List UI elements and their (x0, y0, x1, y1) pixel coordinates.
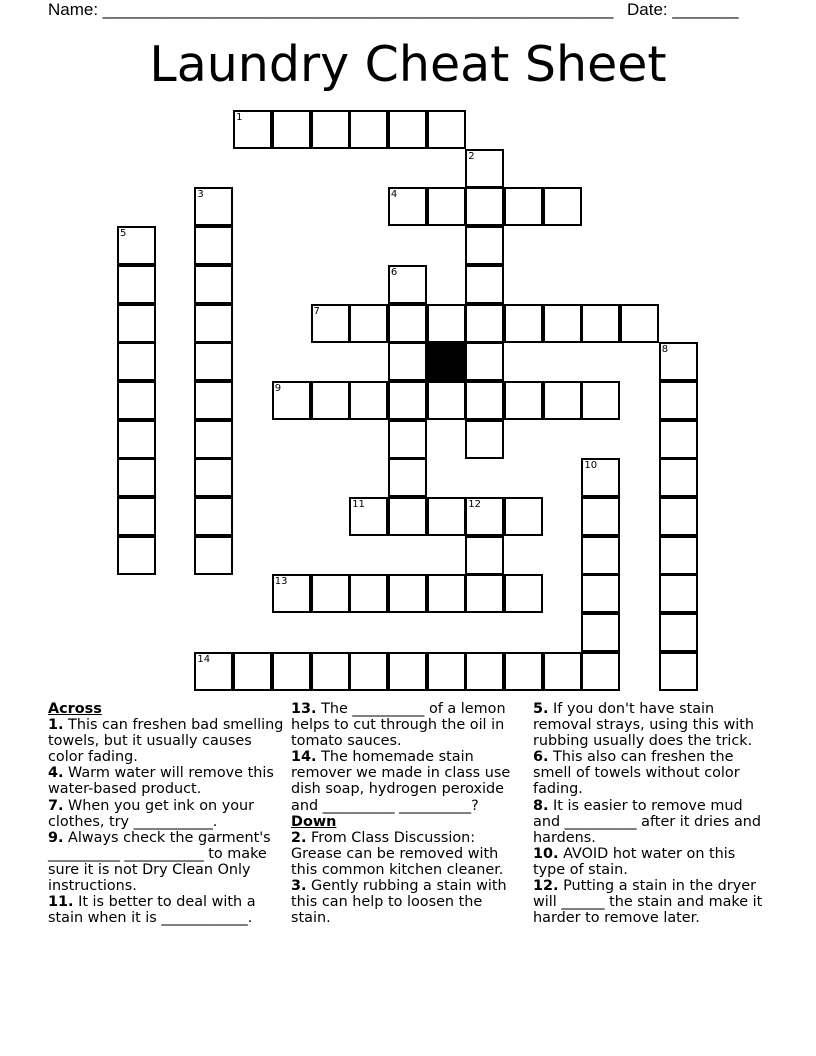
grid-cell[interactable] (272, 652, 311, 691)
grid-cell[interactable] (388, 458, 427, 497)
grid-cell[interactable] (427, 304, 466, 343)
grid-cell[interactable] (543, 304, 582, 343)
grid-cell[interactable] (581, 652, 620, 691)
grid-cell[interactable] (311, 574, 350, 613)
grid-cell[interactable] (194, 458, 233, 497)
clues-column-1 (48, 701, 284, 926)
grid-cell[interactable] (194, 381, 233, 420)
clue-across-1: 1. This can freshen bad smelling towels, but it usually causes color fading. (48, 717, 284, 766)
down-heading: Down (291, 813, 337, 830)
clue-number-1: 1 (236, 112, 243, 123)
grid-cell[interactable] (427, 574, 466, 613)
grid-cell[interactable] (349, 381, 388, 420)
page-title: Laundry Cheat Sheet (149, 36, 667, 93)
grid-cell[interactable] (272, 110, 311, 149)
grid-cell[interactable] (349, 652, 388, 691)
grid-cell[interactable] (388, 110, 427, 149)
grid-cell[interactable] (194, 536, 233, 575)
grid-cell[interactable] (388, 652, 427, 691)
grid-cell[interactable] (194, 497, 233, 536)
grid-cell[interactable] (117, 420, 156, 459)
clue-number-9: 9 (274, 382, 282, 394)
grid-cell[interactable] (349, 110, 388, 149)
grid-cell[interactable] (465, 265, 504, 304)
grid-cell[interactable] (311, 652, 350, 691)
grid-cell[interactable] (659, 652, 698, 691)
grid-cell[interactable] (194, 342, 233, 381)
grid-cell[interactable] (465, 304, 504, 343)
grid-cell[interactable] (659, 497, 698, 536)
grid-cell[interactable] (388, 420, 427, 459)
grid-cell[interactable] (388, 381, 427, 420)
clue-number-2: 2 (468, 150, 475, 162)
grid-cell[interactable] (581, 497, 620, 536)
clue-number-11: 11 (352, 499, 365, 510)
grid-cell[interactable] (465, 652, 504, 691)
grid-cell[interactable] (504, 574, 543, 613)
grid-cell[interactable] (620, 304, 659, 343)
grid-cell[interactable] (311, 110, 350, 149)
clue-down-2: 2. From Class Discussion: Grease can be removed with this common kitchen cleaner. (291, 829, 504, 878)
grid-cell[interactable] (233, 652, 272, 691)
name-field-label: Name: ______________________________________________________ (48, 0, 614, 19)
grid-cell[interactable] (427, 497, 466, 536)
clue-across-7: 7. When you get ink on your clothes, try ___________. (48, 797, 255, 830)
grid-cell[interactable] (194, 420, 233, 459)
grid-cell[interactable] (465, 536, 504, 575)
grid-cell[interactable] (543, 381, 582, 420)
grid-cell[interactable] (581, 574, 620, 613)
grid-cell[interactable] (194, 265, 233, 304)
grid-cell[interactable] (504, 381, 543, 420)
grid-cell[interactable] (659, 381, 698, 420)
grid-cell[interactable] (117, 381, 156, 420)
grid-cell[interactable] (659, 613, 698, 652)
clue-number-6: 6 (390, 266, 398, 278)
grid-cell[interactable] (427, 110, 466, 149)
clue-number-10: 10 (584, 460, 598, 472)
grid-cell[interactable] (543, 652, 582, 691)
across-heading: Across (48, 701, 102, 717)
grid-cell[interactable] (117, 342, 156, 381)
grid-cell[interactable] (504, 304, 543, 343)
grid-cell[interactable] (465, 342, 504, 381)
grid-cell[interactable] (581, 304, 620, 343)
grid-cell[interactable] (388, 497, 427, 536)
clue-across-9: 9. Always check the garment's __________ ___________ to make sure it is not Dry Clean Only instructions. (48, 829, 271, 895)
clue-number-7: 7 (313, 305, 320, 317)
grid-cell[interactable] (465, 226, 504, 265)
grid-cell[interactable] (465, 187, 504, 226)
grid-cell[interactable] (427, 187, 466, 226)
grid-cell[interactable] (465, 420, 504, 459)
grid-cell[interactable] (388, 304, 427, 343)
clue-across-11: 11. It is better to deal with a stain when it is ____________. (48, 894, 256, 927)
clue-across-4: 4. Warm water will remove this water-based product. (48, 765, 274, 798)
grid-cell[interactable] (349, 304, 388, 343)
grid-cell[interactable] (194, 226, 233, 265)
grid-cell[interactable] (117, 536, 156, 575)
grid-cell[interactable] (349, 574, 388, 613)
grid-cell[interactable] (581, 536, 620, 575)
grid-cell[interactable] (117, 497, 156, 536)
grid-cell[interactable] (427, 652, 466, 691)
clue-down-3: 3. Gently rubbing a stain with this can help to loosen the stain. (291, 878, 507, 927)
grid-cell[interactable] (117, 265, 156, 304)
clue-down-10: 10. AVOID hot water on this type of stain. (533, 845, 736, 878)
grid-cell[interactable] (465, 574, 504, 613)
grid-cell[interactable] (659, 574, 698, 613)
clue-number-13: 13 (274, 576, 288, 588)
clue-number-14: 14 (197, 653, 211, 665)
grid-cell[interactable] (388, 574, 427, 613)
grid-cell[interactable] (194, 304, 233, 343)
clue-number-12: 12 (468, 499, 482, 510)
grid-cell[interactable] (581, 613, 620, 652)
grid-cell[interactable] (504, 497, 543, 536)
clue-number-4: 4 (390, 189, 398, 201)
grid-cell[interactable] (659, 458, 698, 497)
grid-cell[interactable] (117, 458, 156, 497)
grid-cell[interactable] (504, 187, 543, 226)
clue-across-14: 14. The homemade stain remover we made in class use dish soap, hydrogen peroxide and __________ __________? (291, 749, 511, 814)
clues-column-3 (533, 701, 767, 926)
clues-column-2 (291, 701, 525, 926)
grid-cell[interactable] (504, 652, 543, 691)
grid-cell[interactable] (117, 304, 156, 343)
grid-cell[interactable] (543, 187, 582, 226)
grid-cell[interactable] (427, 381, 466, 420)
clue-down-12: 12. Putting a stain in the dryer will ______ the stain and make it harder to remove later. (533, 878, 763, 927)
grid-cell[interactable] (659, 420, 698, 459)
clue-down-5: 5. If you don't have stain removal strays, using this with rubbing usually does the trick. (533, 701, 755, 750)
clue-down-6: 6. This also can freshen the smell of towels without color fading. (533, 749, 740, 798)
clue-number-8: 8 (661, 344, 669, 356)
clue-across-13: 13. The __________ of a lemon helps to cut through the oil in tomato sauces. (291, 701, 506, 750)
date-field-label: Date: _______ (627, 0, 739, 19)
grid-cell[interactable] (388, 342, 427, 381)
grid-cell[interactable] (465, 381, 504, 420)
grid-cell[interactable] (581, 381, 620, 420)
black-cell (427, 342, 466, 381)
clue-number-5: 5 (120, 228, 127, 240)
grid-cell[interactable] (311, 381, 350, 420)
clue-number-3: 3 (197, 189, 204, 201)
grid-cell[interactable] (659, 536, 698, 575)
clue-down-8: 8. It is easier to remove mud and __________ after it dries and hardens. (533, 797, 762, 846)
